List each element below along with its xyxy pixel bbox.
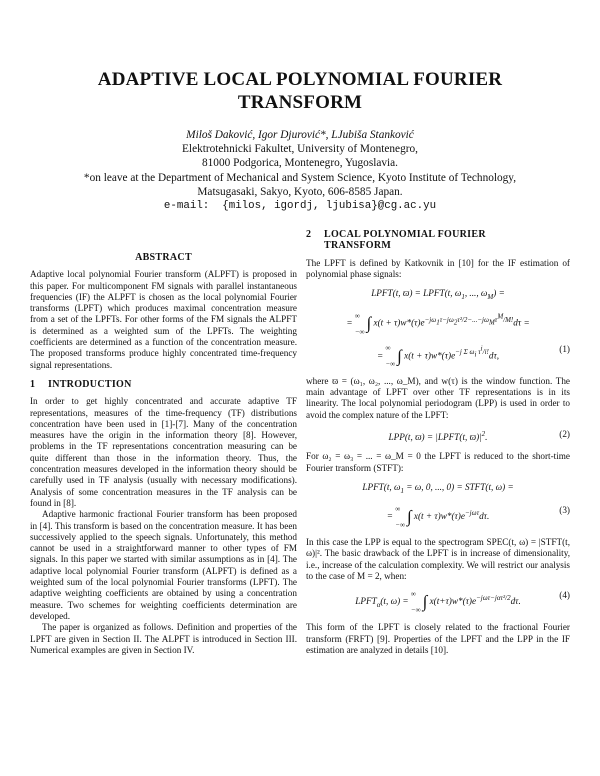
leave-line-2: Matsugasaki, Sakyo, Kyoto, 606-8585 Japan. <box>197 185 403 198</box>
section-2-paragraph-1: The LPFT is defined by Katkovnik in [10] for the IF estimation of polynomial phase signals: <box>306 257 570 279</box>
section-2-title-line-1: LOCAL POLYNOMIAL FOURIER <box>324 229 486 240</box>
author-block <box>0 128 600 213</box>
equation-number-2: (2) <box>559 429 570 440</box>
paper-title <box>0 68 600 114</box>
int-limits-3: ∞ −∞ <box>395 505 405 530</box>
integral-icon: ∫ <box>366 313 372 333</box>
section-2-heading <box>306 229 570 252</box>
intro-paragraph-1: In order to get highly concentrated and accurate adaptive TF representations, measures of the time-frequency (TF) distributions concentration have been used in [1]-[7]. Many of the concentration measures have the origin in the information theory [8]. However, problems in the TF representations concentration measuring can be quite different than those in the information theory. Thus, the concentration measures developed in the information theory should be carefully used in TF analysis (usually with necessary modifications). Analysis of some concentration measures in the TF analysis can be found in [8]. <box>30 396 297 508</box>
integral-icon-4: ∫ <box>422 592 428 612</box>
equation-number-4: (4) <box>559 590 570 601</box>
equation-number-1: (1) <box>559 343 570 354</box>
section-2-paragraph-4: In this case the LPP is equal to the spectrogram SPEC(t, ω) = |STFT(t, ω)|². The basic drawback of the LPFT is in increase of dimensionality, i.e., increase of the calculation complexity. We will restrict our analysis to the case of M = 2, when: <box>306 537 570 582</box>
section-2-paragraph-5: This form of the LPFT is closely related to the fractional Fourier transform (FRFT) [9]. Properties of the LPFT and the LPP in the IF estimation are analyzed in details [10]. <box>306 622 570 655</box>
author-names: Miloš Daković, Igor Djurović*, LJubiša Stanković <box>186 129 414 141</box>
section-1-title: INTRODUCTION <box>48 378 132 390</box>
email-line: e-mail: {milos, igordj, ljubisa}@cg.ac.yu <box>163 200 437 213</box>
section-1-heading <box>30 379 297 390</box>
section-2-number: 2 <box>306 229 312 240</box>
equation-lpft-sum: = ∞ −∞ ∫ $x(t + \tau)w*(\tau)e^{-j \Sigma \omega_i \tau^i/i!}d\tau$, (1) <box>376 343 570 368</box>
section-2-title-wrap <box>324 229 486 252</box>
int-limits-2: ∞ −∞ <box>385 343 396 368</box>
intro-paragraph-3: The paper is organized as follows. Definition and properties of the LPFT are given in Section II. The ALPFT is introduced in Section III. Numerical examples are given in Section IV. <box>30 622 297 655</box>
int-limits-4: ∞ −∞ <box>410 590 421 615</box>
integral-icon-2: ∫ <box>397 345 402 365</box>
integral-icon-3: ∫ <box>406 507 412 527</box>
left-column <box>30 252 297 656</box>
section-2-paragraph-2: where ϖ = (ω₁, ω₂, ..., ω_M), and w(τ) is the window function. The main advantage of LPFT over other TF representations is in its linearity. The local polynomial periodogram (LPP) is used in order to avoid the complex nature of the LPFT: <box>306 375 570 420</box>
leave-line-1: *on leave at the Department of Mechanical and System Science, Kyoto Institute of Technology, <box>83 171 517 184</box>
affiliation-line-2: 81000 Podgorica, Montenegro, Yugoslavia. <box>202 157 398 170</box>
paper-title-line-2: TRANSFORM <box>237 92 363 113</box>
abstract-text: Adaptive local polynomial Fourier transform (ALPFT) is proposed in this paper. For multicomponent FM signals with parallel instantaneous frequencies (IF) the ALPFT is chosen as the local polynomial Fourier transforms (LPFT) which produces maximal concentration measure from a set of the LPFTs. For other forms of the FM signals the ALPFT is determined as a weighted sum of the LPFTs. The weighting coefficients are determined as a function of the concentration measure. The proposed transforms produce highly concentrated time-frequency signal representations. <box>30 269 297 370</box>
equation-number-3: (3) <box>559 505 570 516</box>
section-2-title-line-2: TRANSFORM <box>324 240 392 252</box>
abstract-heading: ABSTRACT <box>135 252 192 263</box>
equation-lpft-integral: = ∞ −∞ ∫ $x(t + \tau)w*(\tau)e^{-j\omega_1\tau-j\omega_2\tau^2/2-...-j\omega_M\tau^M/M!}d\tau$ = <box>346 311 530 336</box>
equation-stft-definition: LPFT(t, $\omega_1 = \omega$, 0, ..., 0) = STFT(t, ω) = <box>362 482 514 495</box>
int-limits: ∞ −∞ <box>354 311 365 336</box>
section-2-paragraph-3: For ω₂ = ω₃ = ... = ω_M = 0 the LPFT is reduced to the short-time Fourier transform (STFT): <box>306 451 570 473</box>
affiliation-line-1: Elektrotehnicki Fakultet, University of Montenegro, <box>182 143 418 156</box>
equation-stft-integral: = ∞ −∞ ∫ $x(t + \tau)w*(\tau)e^{-j\omega\tau}d\tau$. (3) <box>386 505 570 530</box>
equation-lpp: LPP(t, ϖ) = |LPFT(t, $ϖ)|^2$. (2) <box>388 429 570 443</box>
equation-lpft-definition: LPFT(t, ϖ) = LPFT(t, $\omega_1$, ..., $\omega_M$) = <box>371 288 505 302</box>
section-1-number: 1 <box>30 378 36 390</box>
paper-title-line-1: ADAPTIVE LOCAL POLYNOMIAL FOURIER <box>97 69 503 90</box>
right-column <box>306 229 570 656</box>
intro-paragraph-2: Adaptive harmonic fractional Fourier transform has been proposed in [4]. This transform is based on the concentration measure. It has been successively applied to the speech signals. Unfortunately, this method cannot be used in a straightforward manner to other types of FM signals. In this paper we started with similar assumptions as in [4]. The adaptive local polynomial Fourier transform (ALPFT) is defined as a weighted sum of the local polynomial Fourier transforms (LPFT). The adaptive weighting coefficients are obtained by using a concentration measure. Two schemes for weighting coefficients determination are developed. <box>30 509 297 621</box>
equation-lpft-m2: $LPFT_\alpha(t$, ω) = ∞ −∞ ∫ $x(t+\tau)w*(\tau)e^{-j\omega\tau-j\alpha\tau^2/2}d\tau$. (4) <box>355 590 570 615</box>
